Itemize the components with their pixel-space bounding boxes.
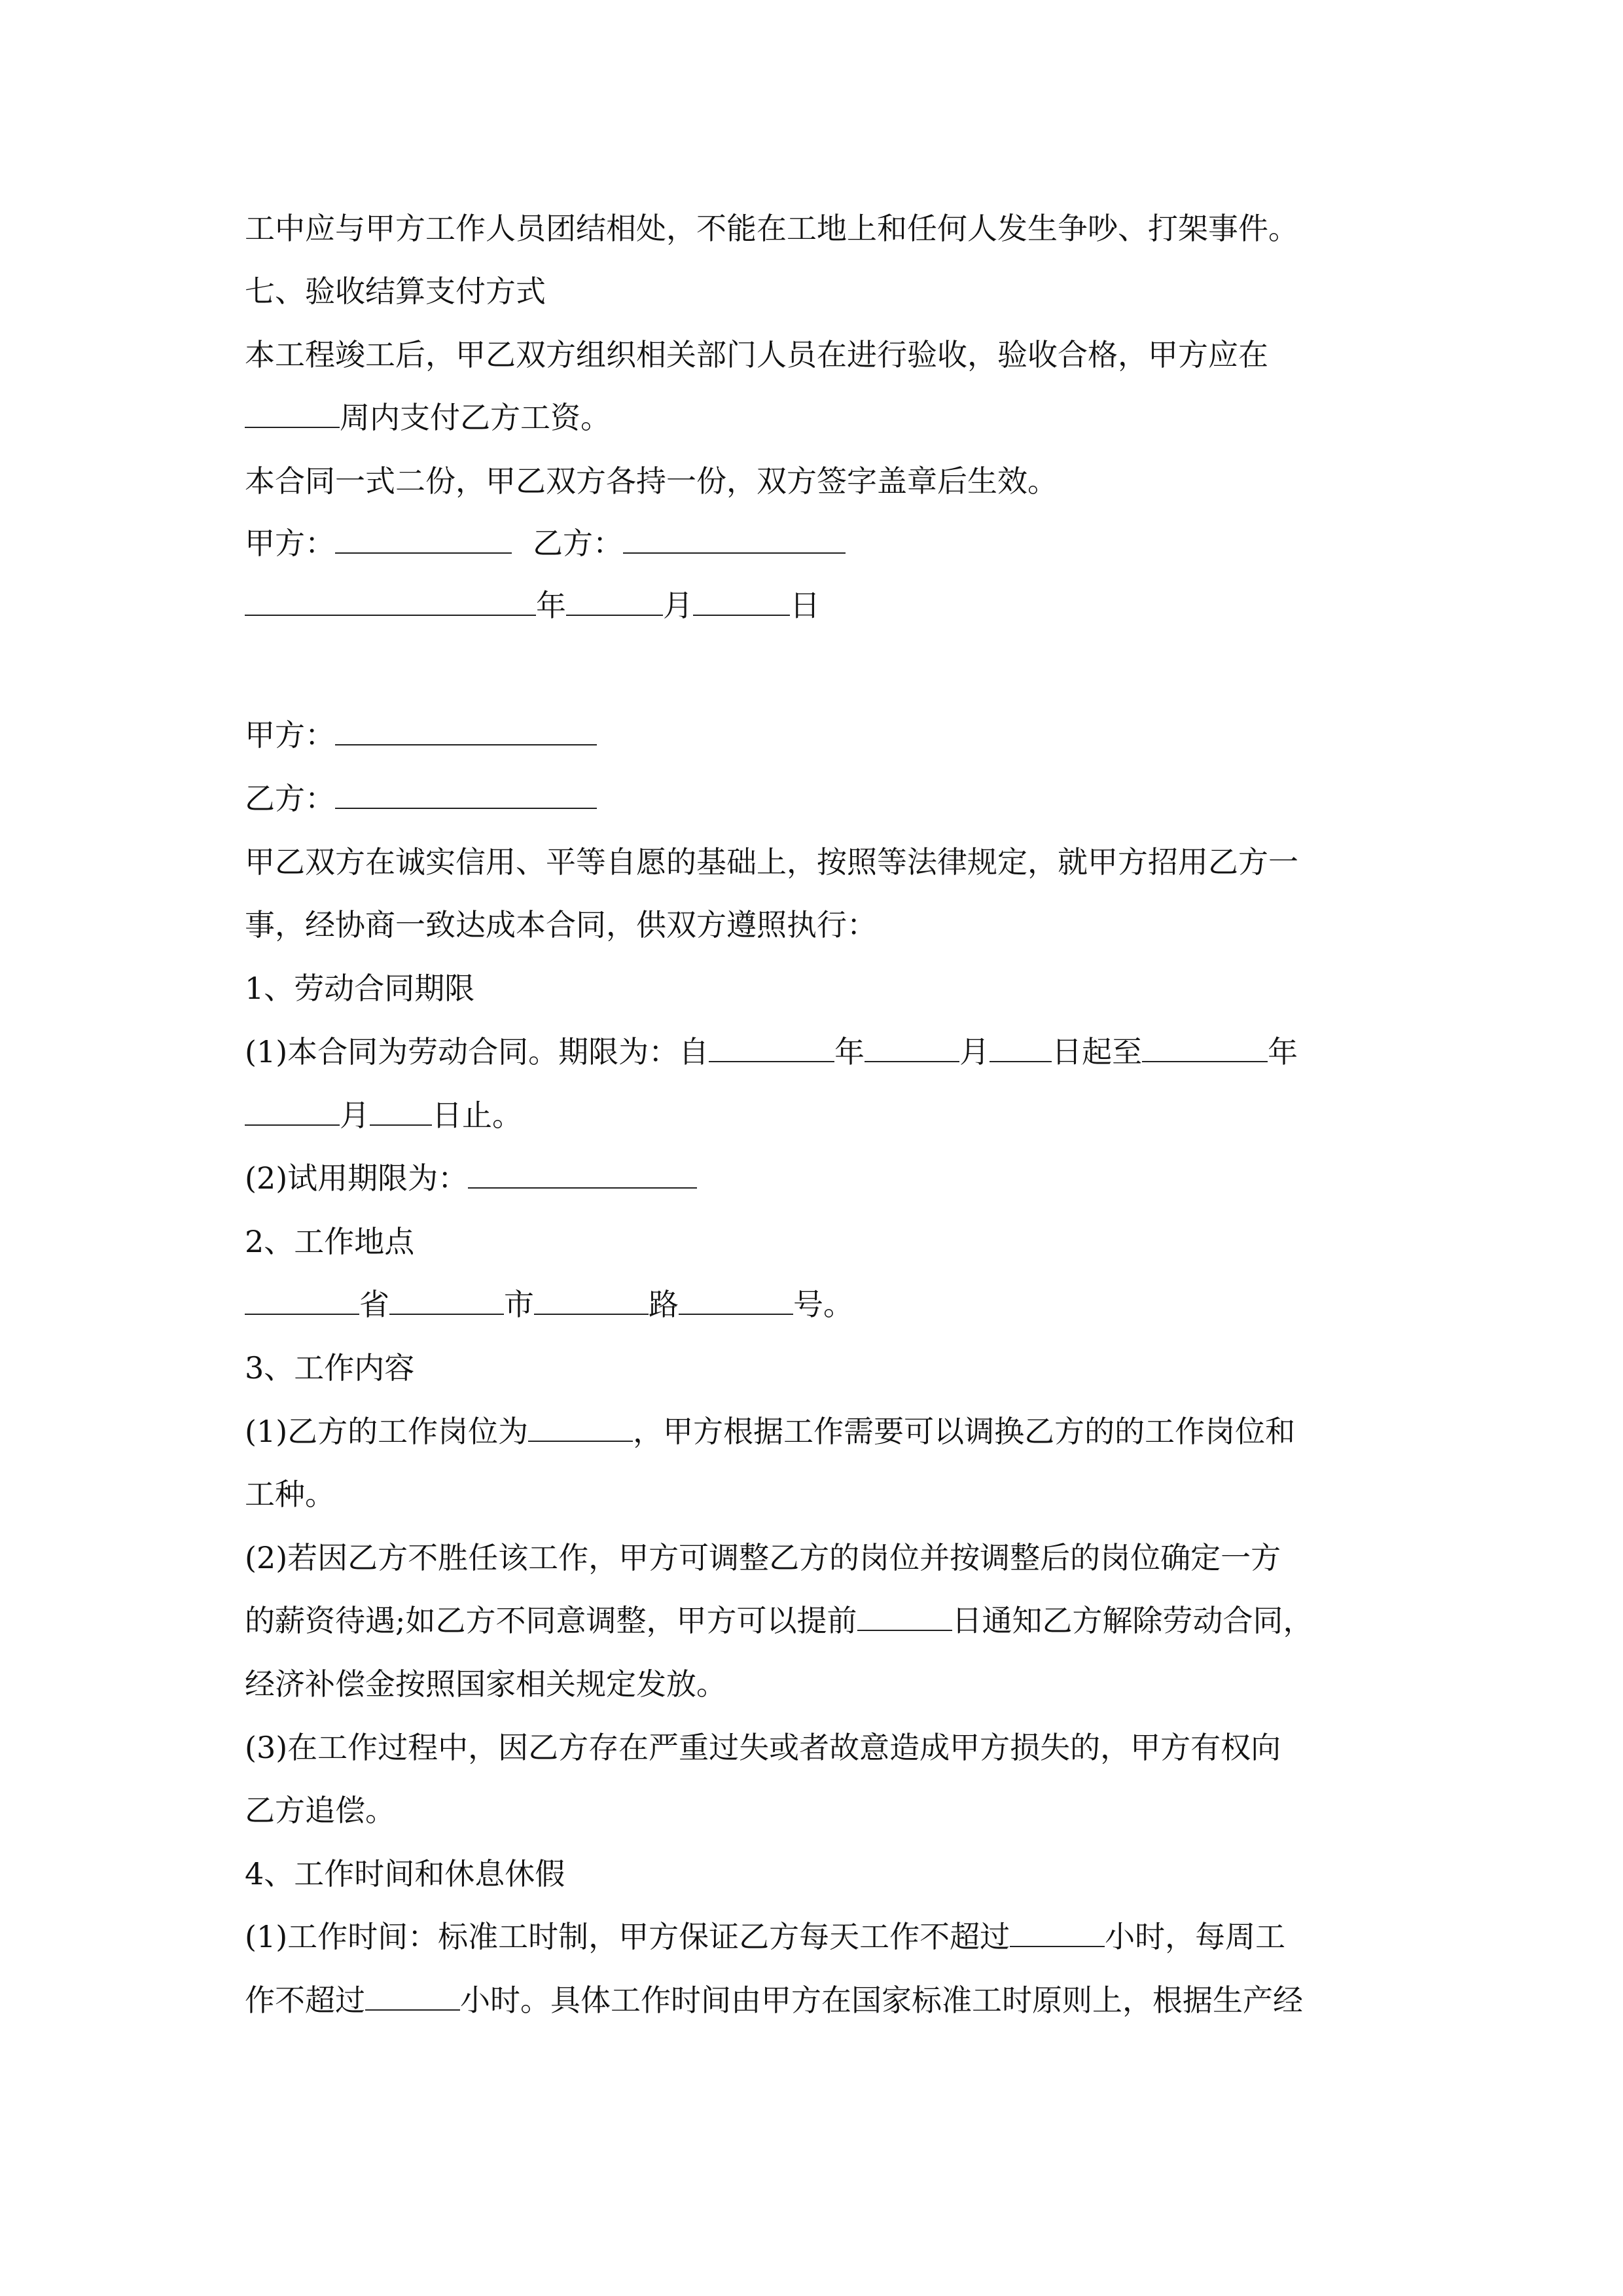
month-label: 月 bbox=[959, 1034, 990, 1069]
city-label: 市 bbox=[504, 1287, 534, 1322]
road-label: 路 bbox=[649, 1287, 679, 1322]
party-b-blank[interactable] bbox=[623, 526, 846, 554]
province-label: 省 bbox=[359, 1287, 389, 1322]
text-line: 工种。 bbox=[245, 1477, 335, 1512]
section-heading: 4、工作时间和休息休假 bbox=[245, 1856, 565, 1892]
text-fragment: 的薪资待遇;如乙方不同意调整，甲方可以提前 bbox=[245, 1603, 857, 1638]
year-blank[interactable] bbox=[245, 588, 536, 616]
year-label: 年 bbox=[536, 588, 566, 623]
text-fragment: ，甲方根据工作需要可以调换乙方的的工作岗位和 bbox=[633, 1414, 1296, 1449]
blank-field[interactable] bbox=[365, 1983, 460, 2011]
text-line: (2)若因乙方不胜任该工作，甲方可调整乙方的岗位并按调整后的岗位确定一方 bbox=[245, 1540, 1281, 1575]
section-heading: 1、劳动合同期限 bbox=[245, 971, 475, 1006]
text-fragment: 周内支付乙方工资。 bbox=[340, 400, 611, 435]
month-blank[interactable] bbox=[566, 588, 663, 616]
text-line: 事，经协商一致达成本合同，供双方遵照执行： bbox=[245, 907, 877, 942]
party-a-blank[interactable] bbox=[335, 718, 597, 745]
text-line bbox=[245, 1917, 1285, 1956]
text-fragment: 日通知乙方解除劳动合同， bbox=[952, 1603, 1313, 1638]
day-blank[interactable] bbox=[693, 588, 790, 616]
party-a-line bbox=[245, 715, 597, 755]
text-line: 工中应与甲方工作人员团结相处，不能在工地上和任何人发生争吵、打架事件。 bbox=[245, 211, 1298, 246]
province-blank[interactable] bbox=[245, 1287, 359, 1315]
section-heading: 七、验收结算支付方式 bbox=[245, 274, 546, 309]
year-label: 年 bbox=[1268, 1034, 1298, 1069]
text-line: (3)在工作过程中，因乙方存在严重过失或者故意造成甲方损失的，甲方有权向 bbox=[245, 1730, 1281, 1765]
party-a-blank[interactable] bbox=[335, 526, 512, 554]
text-fragment: 作不超过 bbox=[245, 1982, 365, 2018]
text-fragment: (1)乙方的工作岗位为 bbox=[245, 1414, 529, 1449]
text-line bbox=[245, 1032, 1298, 1071]
blank-field[interactable] bbox=[468, 1161, 697, 1189]
blank-field[interactable] bbox=[1010, 1920, 1105, 1947]
signature-line bbox=[245, 524, 846, 563]
text-line bbox=[245, 1412, 1295, 1451]
text-line bbox=[245, 1096, 522, 1135]
blank-field[interactable] bbox=[709, 1035, 834, 1062]
blank-field[interactable] bbox=[245, 1098, 340, 1126]
text-fragment: (1)本合同为劳动合同。期限为：自 bbox=[245, 1034, 709, 1069]
party-a-label: 甲方： bbox=[245, 526, 335, 561]
blank-field[interactable] bbox=[865, 1035, 959, 1062]
blank-field[interactable] bbox=[528, 1414, 633, 1442]
text-line: 本工程竣工后，甲乙双方组织相关部门人员在进行验收，验收合格，甲方应在 bbox=[245, 337, 1268, 372]
blank-field[interactable] bbox=[370, 1098, 432, 1126]
blank-field[interactable] bbox=[245, 401, 340, 428]
blank-field[interactable] bbox=[990, 1035, 1052, 1062]
text-line: 本合同一式二份，甲乙双方各持一份，双方签字盖章后生效。 bbox=[245, 463, 1058, 499]
party-a-label: 甲方： bbox=[245, 717, 335, 753]
text-fragment: 小时。具体工作时间由甲方在国家标准工时原则上，根据生产经 bbox=[460, 1982, 1303, 2018]
day-label: 日 bbox=[790, 588, 820, 623]
number-blank[interactable] bbox=[679, 1287, 793, 1315]
month-label: 月 bbox=[663, 588, 693, 623]
text-line bbox=[245, 398, 611, 437]
text-line bbox=[245, 1981, 1303, 2020]
year-label: 年 bbox=[834, 1034, 865, 1069]
text-fragment: (1)工作时间：标准工时制，甲方保证乙方每天工作不超过 bbox=[245, 1919, 1010, 1954]
party-b-label: 乙方： bbox=[245, 781, 335, 816]
text-fragment: 小时，每周工 bbox=[1105, 1919, 1286, 1954]
text-line: 经济补偿金按照国家相关规定发放。 bbox=[245, 1666, 726, 1702]
road-blank[interactable] bbox=[534, 1287, 649, 1315]
text-line bbox=[245, 1158, 697, 1198]
text-fragment: (2)试用期限为： bbox=[245, 1160, 469, 1196]
text-fragment: 日止。 bbox=[432, 1098, 522, 1133]
address-line bbox=[245, 1285, 853, 1324]
party-b-line bbox=[245, 779, 597, 818]
section-heading: 3、工作内容 bbox=[245, 1350, 415, 1386]
party-b-blank[interactable] bbox=[335, 781, 597, 809]
date-line bbox=[245, 586, 820, 625]
text-line: 甲乙双方在诚实信用、平等自愿的基础上，按照等法律规定，就甲方招用乙方一 bbox=[245, 844, 1298, 880]
blank-field[interactable] bbox=[1142, 1035, 1268, 1062]
section-heading: 2、工作地点 bbox=[245, 1224, 415, 1259]
text-line bbox=[245, 1601, 1313, 1640]
text-fragment: 日起至 bbox=[1052, 1034, 1143, 1069]
party-b-label: 乙方： bbox=[533, 526, 623, 561]
blank-field[interactable] bbox=[857, 1604, 952, 1631]
text-line: 乙方追偿。 bbox=[245, 1793, 395, 1828]
number-label: 号。 bbox=[793, 1287, 853, 1322]
month-label: 月 bbox=[340, 1098, 370, 1133]
city-blank[interactable] bbox=[389, 1287, 504, 1315]
